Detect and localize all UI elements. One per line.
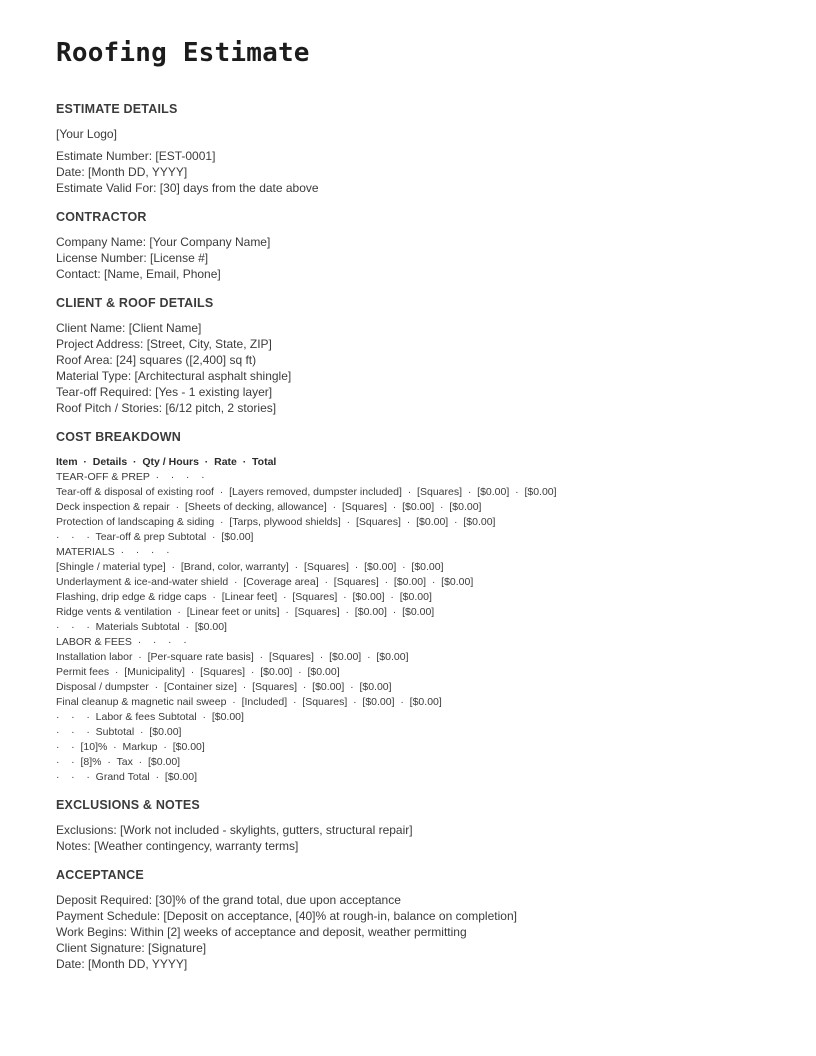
- deposit-required: Deposit Required: [30]% of the grand total, due upon acceptance: [56, 893, 401, 907]
- company-name: Company Name: [Your Company Name]: [56, 235, 271, 249]
- acceptance-heading: ACCEPTANCE: [56, 868, 144, 882]
- roof-pitch-stories: Roof Pitch / Stories: [6/12 pitch, 2 stories]: [56, 401, 277, 415]
- tear-off-required: Tear-off Required: [Yes - 1 existing layer]: [56, 385, 273, 399]
- work-begins: Work Begins: Within [2] weeks of acceptance and deposit, weather permitting: [56, 925, 467, 939]
- client-name: Client Name: [Client Name]: [56, 321, 202, 335]
- cost-row-tax: · · [8]% · Tax · [$0.00]: [56, 756, 181, 768]
- client-roof-heading: CLIENT & ROOF DETAILS: [56, 296, 214, 310]
- roof-area: Roof Area: [24] squares ([2,400] sq ft): [56, 353, 257, 367]
- material-type: Material Type: [Architectural asphalt shingle]: [56, 369, 292, 383]
- page-title: Roofing Estimate: [56, 38, 310, 68]
- cost-row: Flashing, drip edge & ridge caps · [Linear feet] · [Squares] · [$0.00] · [$0.00]: [56, 591, 432, 603]
- cost-row: Protection of landscaping & siding · [Tarps, plywood shields] · [Squares] · [$0.00] · [$0.00]: [56, 516, 496, 528]
- contractor-heading: CONTRACTOR: [56, 210, 147, 224]
- cost-row-subtotal: · · · Subtotal · [$0.00]: [56, 726, 182, 738]
- cost-row-materials-section: MATERIALS · · · ·: [56, 546, 170, 558]
- cost-row-grand-total: · · · Grand Total · [$0.00]: [56, 771, 198, 783]
- exclusions-text: Exclusions: [Work not included - skylights, gutters, structural repair]: [56, 823, 413, 837]
- estimate-date: Date: [Month DD, YYYY]: [56, 165, 188, 179]
- cost-row-tearoff-section: TEAR-OFF & PREP · · · ·: [56, 471, 205, 483]
- cost-row: Ridge vents & ventilation · [Linear feet or units] · [Squares] · [$0.00] · [$0.00]: [56, 606, 435, 618]
- cost-row-labor-section: LABOR & FEES · · · ·: [56, 636, 187, 648]
- cost-row-markup: · · [10]% · Markup · [$0.00]: [56, 741, 205, 753]
- cost-breakdown-heading: COST BREAKDOWN: [56, 430, 182, 444]
- project-address: Project Address: [Street, City, State, ZIP]: [56, 337, 272, 351]
- exclusions-heading: EXCLUSIONS & NOTES: [56, 798, 200, 812]
- estimate-valid-for: Estimate Valid For: [30] days from the date above: [56, 181, 319, 195]
- cost-row: Deck inspection & repair · [Sheets of decking, allowance] · [Squares] · [$0.00] · [$0.00]: [56, 501, 482, 513]
- logo-placeholder: [Your Logo]: [56, 127, 117, 141]
- cost-table-header: Item · Details · Qty / Hours · Rate · Total: [56, 456, 277, 468]
- estimate-details-heading: ESTIMATE DETAILS: [56, 102, 178, 116]
- client-signature: Client Signature: [Signature]: [56, 941, 207, 955]
- payment-schedule: Payment Schedule: [Deposit on acceptance, [40]% at rough-in, balance on completion]: [56, 909, 517, 923]
- cost-row: [Shingle / material type] · [Brand, color, warranty] · [Squares] · [$0.00] · [$0.00]: [56, 561, 444, 573]
- acceptance-date: Date: [Month DD, YYYY]: [56, 957, 188, 971]
- estimate-number: Estimate Number: [EST-0001]: [56, 149, 216, 163]
- cost-row-subtotal: · · · Tear-off & prep Subtotal · [$0.00]: [56, 531, 254, 543]
- cost-row: Installation labor · [Per-square rate basis] · [Squares] · [$0.00] · [$0.00]: [56, 651, 409, 663]
- cost-row-subtotal: · · · Labor & fees Subtotal · [$0.00]: [56, 711, 244, 723]
- cost-row-subtotal: · · · Materials Subtotal · [$0.00]: [56, 621, 227, 633]
- cost-row: Disposal / dumpster · [Container size] · [Squares] · [$0.00] · [$0.00]: [56, 681, 392, 693]
- contractor-contact: Contact: [Name, Email, Phone]: [56, 267, 221, 281]
- license-number: License Number: [License #]: [56, 251, 209, 265]
- cost-row: Permit fees · [Municipality] · [Squares] · [$0.00] · [$0.00]: [56, 666, 340, 678]
- cost-row: Final cleanup & magnetic nail sweep · [Included] · [Squares] · [$0.00] · [$0.00]: [56, 696, 442, 708]
- cost-row: Underlayment & ice-and-water shield · [Coverage area] · [Squares] · [$0.00] · [$0.00]: [56, 576, 474, 588]
- notes-text: Notes: [Weather contingency, warranty terms]: [56, 839, 299, 853]
- cost-row: Tear-off & disposal of existing roof · [Layers removed, dumpster included] · [Squares] · [$0.00] · [$0.00]: [56, 486, 557, 498]
